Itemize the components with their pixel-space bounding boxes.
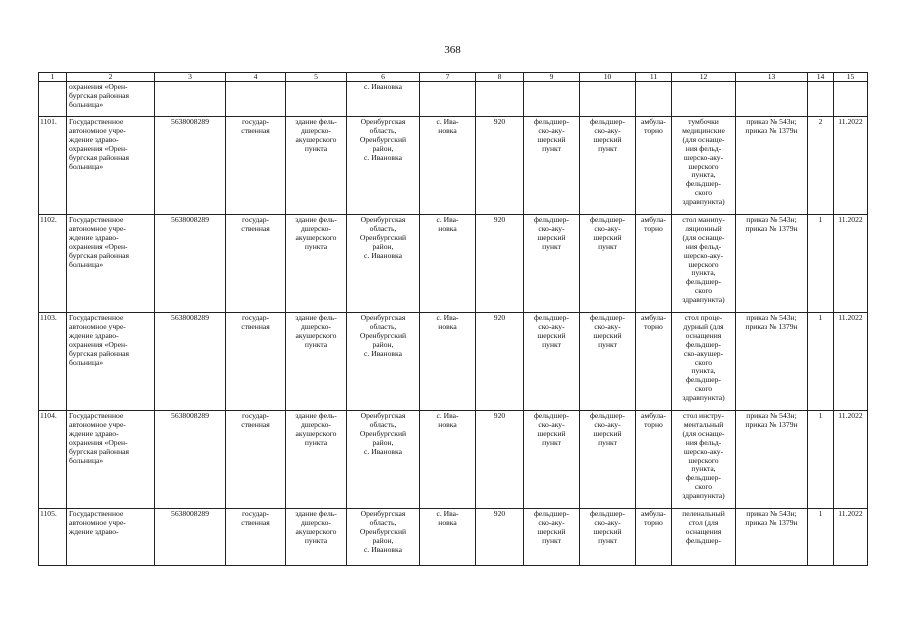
cell-building: здание фель- дшерско- акушерского пункта xyxy=(286,411,347,509)
cell-organization: Государственное автономное учре- ждение здраво- xyxy=(67,509,155,566)
cell-code: 920 xyxy=(476,117,524,215)
cell-inn: 5638008289 xyxy=(155,215,226,313)
cell-code: 920 xyxy=(476,411,524,509)
cell-building: здание фель- дшерско- акушерского пункта xyxy=(286,313,347,411)
column-number: 2 xyxy=(67,73,155,82)
cell-number: 1105. xyxy=(39,509,67,566)
cell-ownership: государ- ственная xyxy=(226,313,286,411)
cell-inn: 5638008289 xyxy=(155,313,226,411)
cell-locality: с. Ива- новка xyxy=(420,313,476,411)
cell-locality: с. Ива- новка xyxy=(420,509,476,566)
cell-ownership: государ- ственная xyxy=(226,411,286,509)
cell-empty xyxy=(834,82,868,117)
cell-organization: Государственное автономное учре- ждение здраво- охранения «Орен- бургская районная больница» xyxy=(67,411,155,509)
cell-number: 1103. xyxy=(39,313,67,411)
cell-locality: с. Ива- новка xyxy=(420,215,476,313)
cell-care-form: амбула- торно xyxy=(636,411,672,509)
cell-facility-type: фельдшер- ско-аку- шерский пункт xyxy=(524,313,580,411)
cell-organization: Государственное автономное учре- ждение здраво- охранения «Орен- бургская районная больница» xyxy=(67,313,155,411)
cell-building: здание фель- дшерско- акушерского пункта xyxy=(286,215,347,313)
cell-code: 920 xyxy=(476,509,524,566)
cell-empty xyxy=(420,82,476,117)
cell-care-form: амбула- торно xyxy=(636,313,672,411)
cell-organization: охранения «Орен- бургская районная больница» xyxy=(67,82,155,117)
cell-quantity: 1 xyxy=(808,215,834,313)
cell-subdivision: фельдшер- ско-аку- шерский пункт xyxy=(580,117,636,215)
cell-address: Оренбургская область, Оренбургский район, с. Ивановка xyxy=(347,509,420,566)
cell-empty xyxy=(524,82,580,117)
cell-subdivision: фельдшер- ско-аку- шерский пункт xyxy=(580,313,636,411)
cell-subdivision: фельдшер- ско-аку- шерский пункт xyxy=(580,509,636,566)
cell-code: 920 xyxy=(476,215,524,313)
table-row xyxy=(39,215,868,313)
cell-care-form: амбула- торно xyxy=(636,215,672,313)
cell-empty xyxy=(476,82,524,117)
cell-building: здание фель- дшерско- акушерского пункта xyxy=(286,117,347,215)
cell-inn: 5638008289 xyxy=(155,509,226,566)
cell-subdivision: фельдшер- ско-аку- шерский пункт xyxy=(580,215,636,313)
cell-equipment: пеленальный стол (для оснащения фельдшер- xyxy=(672,509,736,566)
cell-address: Оренбургская область, Оренбургский район, с. Ивановка xyxy=(347,313,420,411)
column-number: 10 xyxy=(580,73,636,82)
cell-ownership: государ- ственная xyxy=(226,509,286,566)
cell-order: приказ № 543н; приказ № 1379н xyxy=(736,215,808,313)
cell-date: 11.2022 xyxy=(834,411,868,509)
cell-address: Оренбургская область, Оренбургский район, с. Ивановка xyxy=(347,117,420,215)
cell-facility-type: фельдшер- ско-аку- шерский пункт xyxy=(524,117,580,215)
continuation-row xyxy=(39,82,868,117)
column-number: 11 xyxy=(636,73,672,82)
column-number: 1 xyxy=(39,73,67,82)
column-number: 4 xyxy=(226,73,286,82)
column-number: 15 xyxy=(834,73,868,82)
cell-equipment: стол инстру- ментальный (для оснаще- ния фельд- шерско-аку- шерского пункта, фельдшер- ского здравпункта) xyxy=(672,411,736,509)
cell-date: 11.2022 xyxy=(834,117,868,215)
column-number: 9 xyxy=(524,73,580,82)
cell-equipment: тумбочки медицинские (для оснаще- ния фельд- шерско-аку- шерского пункта, фельдшер- ского здравпункта) xyxy=(672,117,736,215)
cell-quantity: 1 xyxy=(808,411,834,509)
cell-facility-type: фельдшер- ско-аку- шерский пункт xyxy=(524,215,580,313)
cell-care-form: амбула- торно xyxy=(636,509,672,566)
column-number: 3 xyxy=(155,73,226,82)
cell-number: 1102. xyxy=(39,215,67,313)
cell-care-form: амбула- торно xyxy=(636,117,672,215)
cell-empty xyxy=(39,82,67,117)
cell-address: Оренбургская область, Оренбургский район, с. Ивановка xyxy=(347,215,420,313)
cell-empty xyxy=(808,82,834,117)
cell-order: приказ № 543н; приказ № 1379н xyxy=(736,411,808,509)
cell-number: 1104. xyxy=(39,411,67,509)
cell-address: с. Ивановка xyxy=(347,82,420,117)
cell-organization: Государственное автономное учре- ждение здраво- охранения «Орен- бургская районная больница» xyxy=(67,117,155,215)
cell-empty xyxy=(286,82,347,117)
cell-order: приказ № 543н; приказ № 1379н xyxy=(736,509,808,566)
cell-date: 11.2022 xyxy=(834,215,868,313)
cell-empty xyxy=(580,82,636,117)
table-row xyxy=(39,411,868,509)
cell-organization: Государственное автономное учре- ждение здраво- охранения «Орен- бургская районная больница» xyxy=(67,215,155,313)
cell-facility-type: фельдшер- ско-аку- шерский пункт xyxy=(524,411,580,509)
column-number: 12 xyxy=(672,73,736,82)
column-number-row xyxy=(39,73,868,82)
cell-inn: 5638008289 xyxy=(155,117,226,215)
column-number: 13 xyxy=(736,73,808,82)
cell-order: приказ № 543н; приказ № 1379н xyxy=(736,313,808,411)
cell-empty xyxy=(226,82,286,117)
table-row xyxy=(39,117,868,215)
cell-number: 1101. xyxy=(39,117,67,215)
cell-empty xyxy=(636,82,672,117)
column-number: 14 xyxy=(808,73,834,82)
cell-equipment: стол манипу- ляционный (для оснаще- ния фельд- шерско-аку- шерского пункта, фельдшер- ского здравпункта) xyxy=(672,215,736,313)
cell-code: 920 xyxy=(476,313,524,411)
cell-subdivision: фельдшер- ско-аку- шерский пункт xyxy=(580,411,636,509)
page-number: 368 xyxy=(444,44,461,56)
cell-date: 11.2022 xyxy=(834,509,868,566)
column-number: 7 xyxy=(420,73,476,82)
cell-ownership: государ- ственная xyxy=(226,117,286,215)
cell-equipment: стол проце- дурный (для оснащения фельдшер- ско-акушер- ского пункта, фельдшер- ского здравпункта) xyxy=(672,313,736,411)
cell-empty xyxy=(672,82,736,117)
column-number: 8 xyxy=(476,73,524,82)
cell-order: приказ № 543н; приказ № 1379н xyxy=(736,117,808,215)
cell-building: здание фель- дшерско- акушерского пункта xyxy=(286,509,347,566)
column-number: 6 xyxy=(347,73,420,82)
cell-empty xyxy=(155,82,226,117)
table-row xyxy=(39,509,868,566)
column-number: 5 xyxy=(286,73,347,82)
cell-facility-type: фельдшер- ско-аку- шерский пункт xyxy=(524,509,580,566)
cell-locality: с. Ива- новка xyxy=(420,117,476,215)
cell-empty xyxy=(736,82,808,117)
cell-address: Оренбургская область, Оренбургский район, с. Ивановка xyxy=(347,411,420,509)
table-row xyxy=(39,313,868,411)
cell-quantity: 1 xyxy=(808,313,834,411)
cell-inn: 5638008289 xyxy=(155,411,226,509)
cell-date: 11.2022 xyxy=(834,313,868,411)
cell-quantity: 1 xyxy=(808,509,834,566)
cell-ownership: государ- ственная xyxy=(226,215,286,313)
cell-quantity: 2 xyxy=(808,117,834,215)
registry-table xyxy=(38,72,868,566)
cell-locality: с. Ива- новка xyxy=(420,411,476,509)
